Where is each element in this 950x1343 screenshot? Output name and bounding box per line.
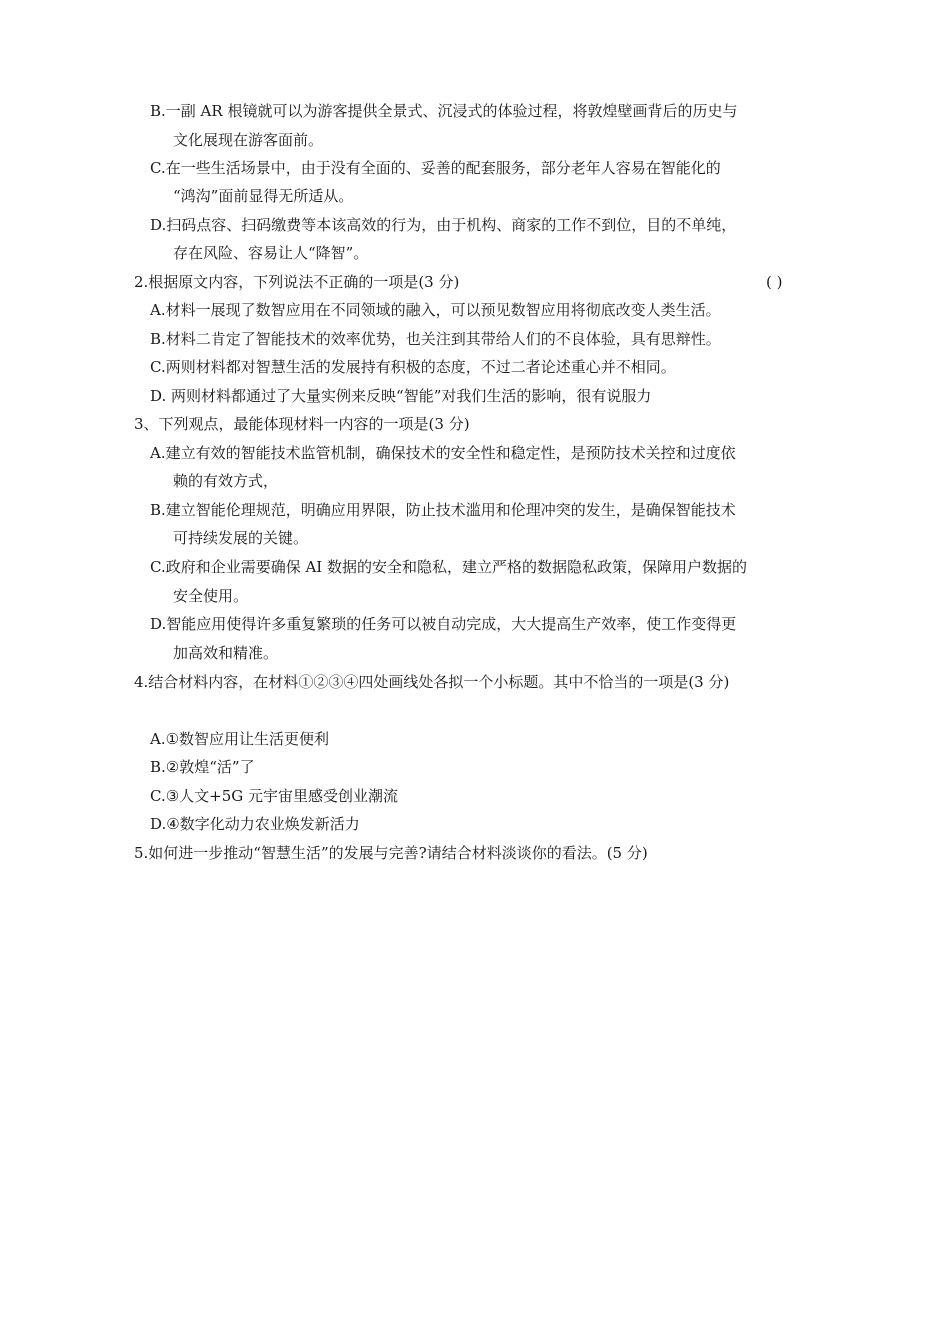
q4-option-b: B.②敦煌“活”了 <box>150 758 255 776</box>
q2-option-a: A.材料一展现了数智应用在不同领域的融入，可以预见数智应用将彻底改变人类生活。 <box>150 301 721 319</box>
q1-option-b-line2: 文化展现在游客面前。 <box>173 131 324 149</box>
q1-option-c-line1: C.在一些生活场景中，由于没有全面的、妥善的配套服务，部分老年人容易在智能化的 <box>150 159 721 177</box>
q3-stem: 3、下列观点，最能体现材料一内容的一项是(3 分) <box>134 415 470 433</box>
q3-option-b-line1: B.建立智能伦理规范，明确应用界限，防止技术滥用和伦理冲突的发生，是确保智能技术 <box>150 501 736 519</box>
q3-option-a-line1: A.建立有效的智能技术监管机制，确保技术的安全性和稳定性，是预防技术关控和过度依 <box>150 444 736 462</box>
q4-option-a: A.①数智应用让生活更便利 <box>150 730 330 748</box>
q4-option-c: C.③人文+5G 元宇宙里感受创业潮流 <box>150 787 399 805</box>
q2-option-b: B.材料二肯定了智能技术的效率优势，也关注到其带给人们的不良体验，具有思辩性。 <box>150 330 721 348</box>
q2-option-d: D. 两则材料都通过了大量实例来反映“智能”对我们生活的影响，很有说服力 <box>150 387 652 405</box>
q4-option-d: D.④数字化动力农业焕发新活力 <box>150 815 360 833</box>
q1-option-c-line2: “鸿沟”面前显得无所适从。 <box>173 187 354 205</box>
q5-stem: 5.如何进一步推动“智慧生活”的发展与完善?请结合材料淡谈你的看法。(5 分) <box>134 844 648 862</box>
q2-answer-paren: ( ) <box>766 273 783 291</box>
q3-option-d-line2: 加高效和精准。 <box>173 644 279 662</box>
q1-option-b-line1: B.一副 AR 根镜就可以为游客提供全景式、沉浸式的体验过程，将敦煌壁画背后的历史与 <box>150 102 738 120</box>
q4-stem: 4.结合材料内容，在材料①②③④四处画线处各拟一个小标题。其中不恰当的一项是(3 分) <box>134 673 730 691</box>
q3-option-a-line2: 赖的有效方式， <box>173 472 279 490</box>
q3-option-d-line1: D.智能应用使得许多重复繁琐的任务可以被自动完成，大大提高生产效率，使工作变得更 <box>150 615 737 633</box>
q1-option-d-line2: 存在风险、容易让人“降智”。 <box>173 244 369 262</box>
q3-option-c-line1: C.政府和企业需要确保 AI 数据的安全和隐私，建立严格的数据隐私政策，保障用户数据的 <box>150 558 748 576</box>
q3-option-c-line2: 安全使用。 <box>173 587 249 605</box>
q3-option-b-line2: 可持续发展的关键。 <box>173 529 309 547</box>
q2-option-c: C.两则材料都对智慧生活的发展持有积极的态度，不过二者论述重心并不相同。 <box>150 358 676 376</box>
q2-stem: 2.根据原文内容，下列说法不正确的一项是(3 分) <box>134 273 460 291</box>
q1-option-d-line1: D.扫码点容、扫码缴费等本该高效的行为，由于机构、商家的工作不到位，目的不单纯， <box>150 216 737 234</box>
